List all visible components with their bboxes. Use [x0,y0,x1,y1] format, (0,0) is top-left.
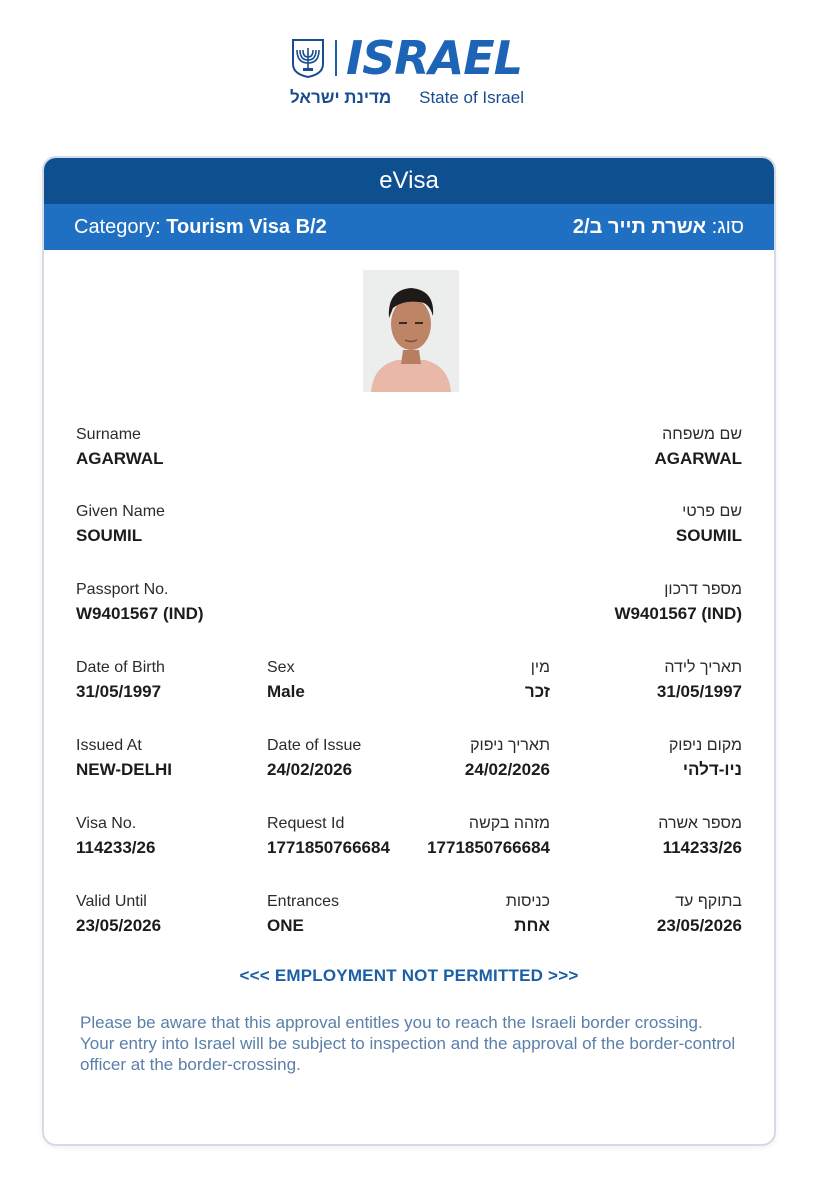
valid-until-value-he: 23/05/2026 [656,916,742,935]
valid-until-field [76,893,161,936]
date-of-issue-value-he: 24/02/2026 [464,760,550,779]
entrances-field [267,893,339,936]
passport-no-field-he [614,581,742,624]
request-id-field-he [427,815,550,858]
surname-field [76,426,164,469]
sex-value-he: זכר [524,682,550,701]
issued-at-label-he: מקום ניפוק [668,737,742,754]
date-of-birth-value-he: 31/05/1997 [656,682,742,701]
disclaimer-line-2: Your entry into Israel will be subject to inspection and the approval of the border-control officer at the border-crossing. [80,1034,736,1074]
evisa-card [42,156,776,1146]
category-hebrew [573,204,744,250]
visa-no-field-he [658,815,742,858]
subtitle-english: State of Israel [419,88,524,107]
sex-label-he: מין [530,659,550,676]
disclaimer-line-1: Please be aware that this approval entitles you to reach the Israeli border crossing. [80,1013,703,1032]
entrances-label: Entrances [267,893,340,910]
passport-no-label-he: מספר דרכון [664,581,742,598]
logo-subtitle [288,88,528,110]
subtitle-hebrew: מדינת ישראל [290,88,392,107]
israel-wordmark: ISRAEL [346,31,523,85]
visa-no-field [76,815,155,858]
date-of-birth-field [76,659,165,702]
visa-no-label: Visa No. [76,815,137,832]
request-id-value: 1771850766684 [267,838,390,857]
employment-notice: <<< EMPLOYMENT NOT PERMITTED >>> [239,966,579,985]
date-of-birth-label-he: תאריך לידה [664,659,742,676]
date-of-birth-value: 31/05/1997 [76,682,162,701]
category-label-en: Category: [74,216,161,238]
request-id-label: Request Id [267,815,345,832]
valid-until-field-he [657,893,742,936]
visa-no-value: 114233/26 [76,838,156,857]
request-id-label-he: מזהה בקשה [468,815,550,832]
entrances-value: ONE [267,916,304,935]
date-of-issue-field [267,737,361,780]
given-name-field [76,503,165,546]
category-value-en: Tourism Visa B/2 [166,216,327,238]
given-name-value: SOUMIL [76,526,143,545]
logo-divider [335,40,337,76]
entrances-value-he: אחת [514,916,550,935]
given-name-value-he: SOUMIL [675,526,742,545]
date-of-birth-label: Date of Birth [76,659,165,676]
surname-label-he: שם משפחה [662,426,742,443]
surname-label: Surname [76,426,141,443]
given-name-label: Given Name [76,503,165,520]
applicant-photo [363,270,459,392]
issued-at-field [76,737,172,780]
valid-until-label-he: בתוקף עד [675,893,742,910]
card-title: eVisa [44,158,774,204]
passport-no-label: Passport No. [76,581,169,598]
passport-no-value-he: W9401567 (IND) [614,604,742,623]
visa-no-value-he: 114233/26 [662,838,742,857]
category-english [74,204,327,250]
sex-value: Male [267,682,305,701]
menorah-emblem-icon [290,38,326,78]
date-of-issue-label-he: תאריך ניפוק [470,737,550,754]
state-of-israel-logo [288,31,528,108]
passport-no-field [76,581,204,624]
date-of-issue-field-he [465,737,550,780]
given-name-field-he [676,503,742,546]
request-id-value-he: 1771850766684 [427,838,550,857]
surname-value-he: AGARWAL [654,449,742,468]
category-value-he: אשרת תייר ב/2 [572,216,707,238]
given-name-label-he: שם פרטי [682,503,742,520]
surname-field-he [654,426,742,469]
surname-value: AGARWAL [76,449,164,468]
sex-label: Sex [267,659,295,676]
issued-at-field-he [669,737,742,780]
visa-no-label-he: מספר אשרה [658,815,742,832]
valid-until-value: 23/05/2026 [76,916,162,935]
valid-until-label: Valid Until [76,893,147,910]
entrances-label-he: כניסות [505,893,550,910]
date-of-issue-label: Date of Issue [267,737,362,754]
category-label-he: סוג: [711,216,744,238]
sex-field-he [525,659,550,702]
date-of-birth-field-he [657,659,742,702]
issued-at-value: NEW-DELHI [76,760,172,779]
passport-no-value: W9401567 (IND) [76,604,204,623]
entrances-field-he [506,893,550,936]
sex-field [267,659,305,702]
disclaimer-text [80,1012,740,1075]
issued-at-value-he: ניו-דלהי [682,760,742,779]
category-bar [44,204,774,250]
request-id-field [267,815,390,858]
issued-at-label: Issued At [76,737,142,754]
date-of-issue-value: 24/02/2026 [267,760,353,779]
